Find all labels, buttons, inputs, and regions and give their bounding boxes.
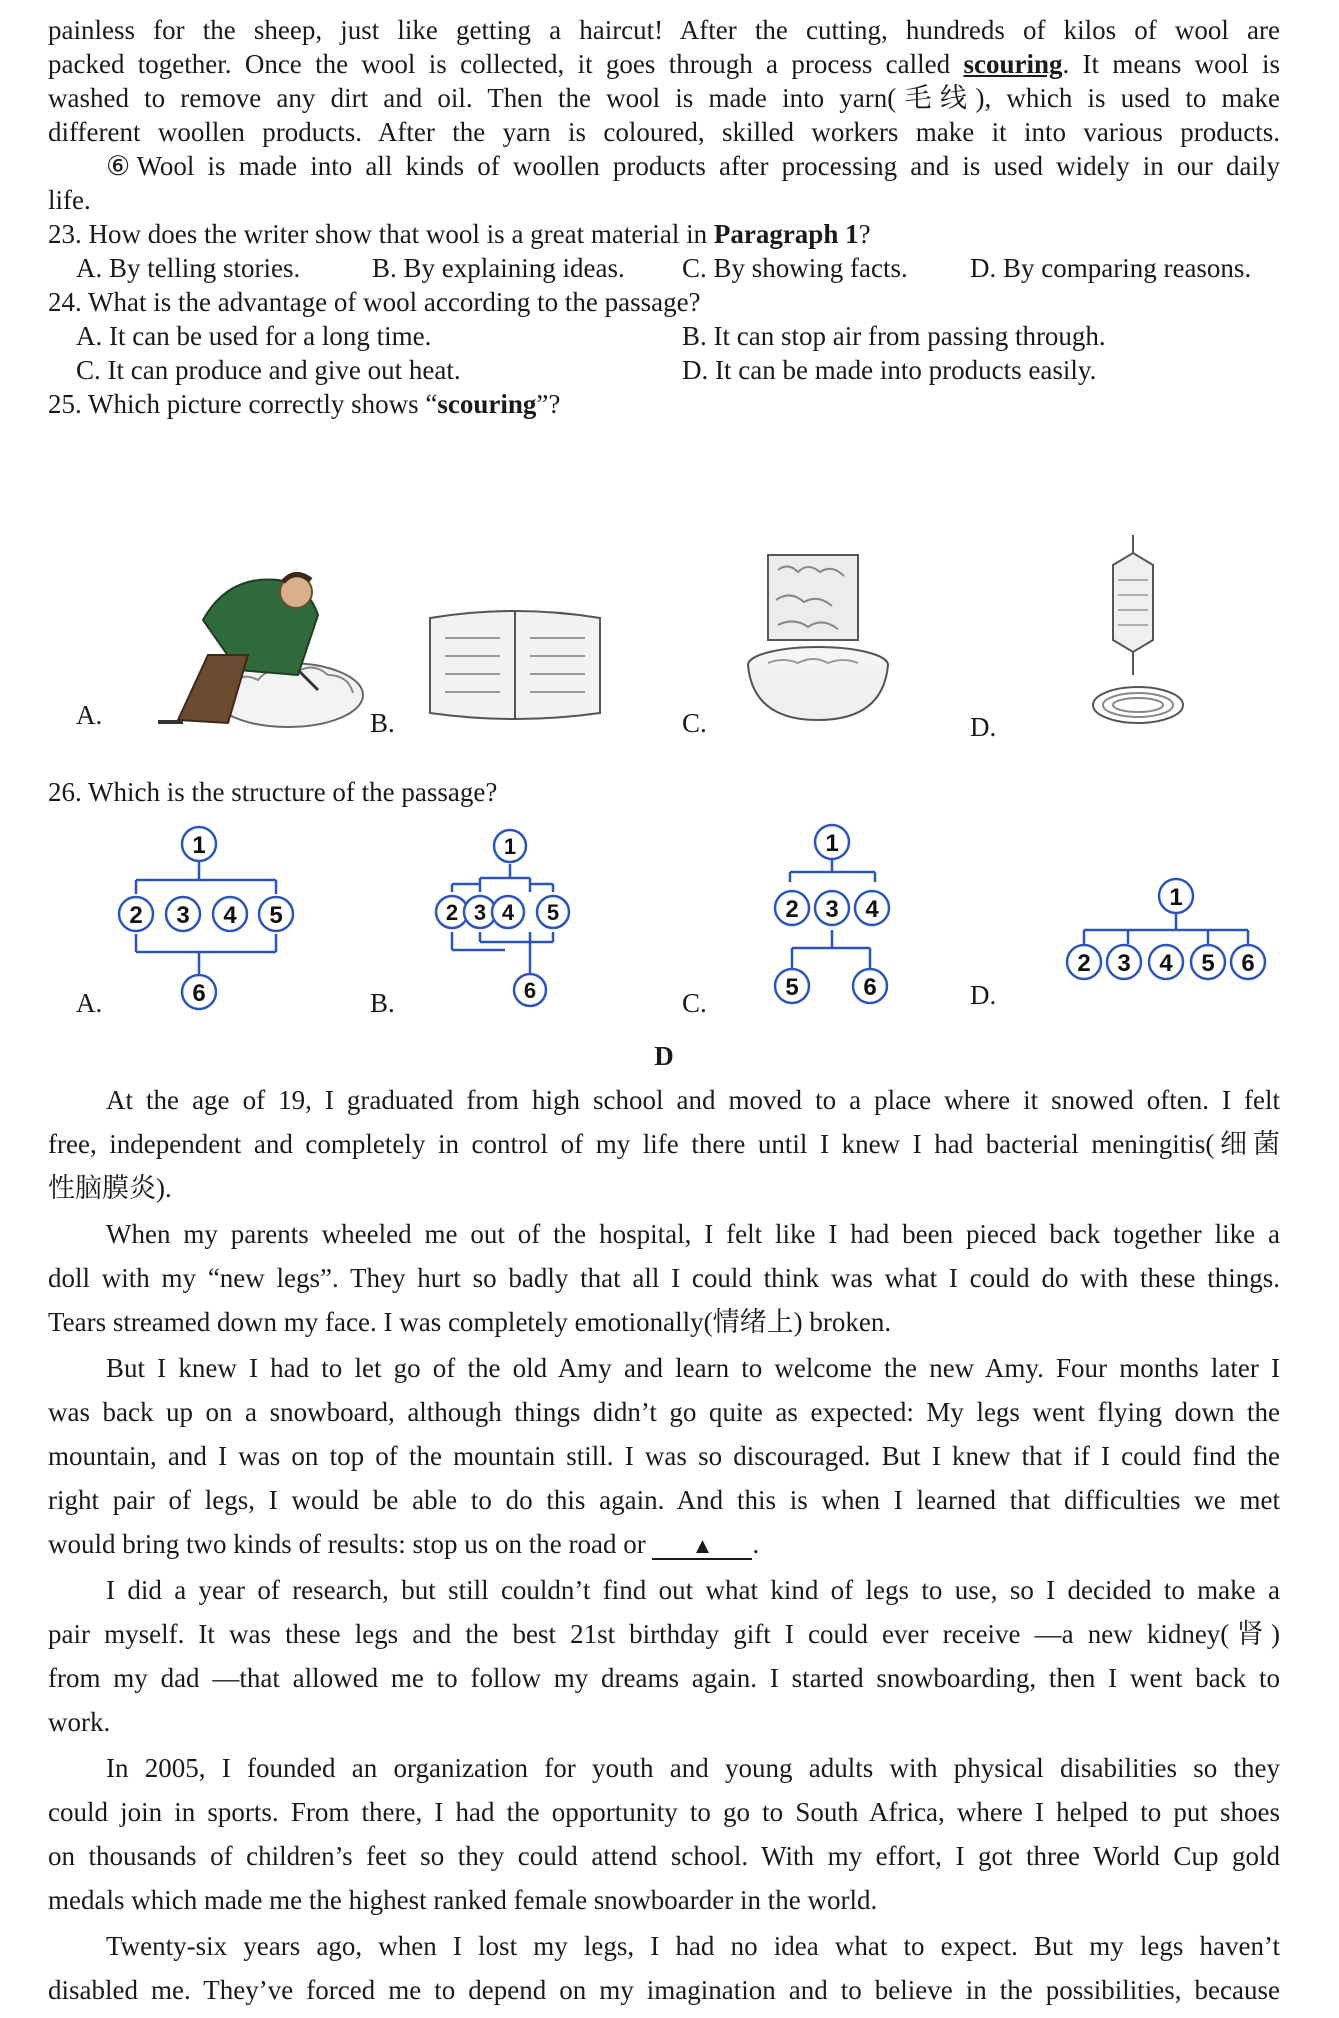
passage-c-line: different woollen products. After the yarn is coloured, skilled workers make it into various products.	[48, 117, 1280, 147]
passage-c-line: ⑥Wool is made into all kinds of woollen products after processing and is used widely in our daily	[106, 151, 1280, 181]
structure-diagram-b	[420, 822, 650, 1018]
passage-c-line: life.	[48, 185, 91, 215]
svg-text:1: 1	[192, 832, 206, 859]
passage-d-p3-line: right pair of legs, I would be able to do this again. And this is when I learned that difficulties we met	[48, 1485, 1280, 1515]
svg-text:2: 2	[1077, 950, 1091, 977]
passage-d-p4-line: work.	[48, 1707, 111, 1737]
passage-d-p2-line: Tears streamed down my face. I was completely emotionally(情绪上) broken.	[48, 1307, 892, 1337]
passage-d-p6-line: Twenty-six years ago, when I lost my legs, I had no idea what to expect. But my legs haven’t	[106, 1931, 1280, 1961]
answer-blank: ▲	[652, 1534, 752, 1560]
passage-c-line: washed to remove any dirt and oil. Then the wool is made into yarn(毛线), which is used to make	[48, 83, 1280, 113]
q25-label-d: D.	[970, 712, 997, 742]
svg-text:1: 1	[503, 834, 517, 859]
svg-text:6: 6	[192, 980, 206, 1007]
q24-option-a: A. It can be used for a long time.	[76, 321, 432, 351]
shearing-picture	[118, 560, 378, 735]
svg-text:4: 4	[223, 902, 237, 929]
passage-d-p2-line: doll with my “new legs”. They hurt so badly that all I could think was what I could do with these things.	[48, 1263, 1280, 1293]
question-25-stem: 25. Which picture correctly shows “scouring”?	[48, 389, 561, 419]
svg-text:1: 1	[825, 830, 839, 857]
passage-c-line: painless for the sheep, just like getting a haircut! After the cutting, hundreds of kilos of wool are	[48, 15, 1280, 45]
q26-label-b: B.	[370, 988, 395, 1018]
question-23-stem: 23. How does the writer show that wool is a great material in Paragraph 1?	[48, 219, 871, 249]
q26-label-d: D.	[970, 980, 997, 1010]
svg-text:4: 4	[865, 896, 879, 923]
passage-d-p5-line: could join in sports. From there, I had the opportunity to go to South Africa, where I helped to put shoes	[48, 1797, 1280, 1827]
structure-diagram-a	[106, 822, 356, 1018]
q23-option-a: A. By telling stories.	[76, 253, 301, 283]
structure-diagram-d	[1008, 872, 1278, 1002]
passage-d-p1-line: free, independent and completely in control of my life there until I knew I had bacterial meningitis(细菌	[48, 1129, 1280, 1159]
question-26-stem: 26. Which is the structure of the passage?	[48, 777, 498, 807]
question-24-stem: 24. What is the advantage of wool according to the passage?	[48, 287, 701, 317]
washing-wool-picture	[738, 545, 898, 730]
svg-text:5: 5	[1201, 950, 1215, 977]
svg-text:1: 1	[1169, 884, 1183, 911]
q26-label-a: A.	[76, 988, 103, 1018]
svg-text:4: 4	[1159, 950, 1173, 977]
svg-text:5: 5	[785, 974, 799, 1001]
passage-d-p3-line: was back up on a snowboard, although things didn’t go quite as expected: My legs went flying down the	[48, 1397, 1280, 1427]
svg-text:6: 6	[1241, 950, 1255, 977]
svg-text:5: 5	[546, 900, 560, 925]
scouring-term: scouring	[963, 49, 1063, 79]
passage-d-p5-line: In 2005, I founded an organization for youth and young adults with physical disabilities so they	[106, 1753, 1280, 1783]
passage-d-p4-line: pair myself. It was these legs and the best 21st birthday gift I could ever receive —a new kidney(肾)	[48, 1619, 1280, 1649]
svg-text:3: 3	[176, 902, 190, 929]
svg-text:4: 4	[501, 900, 515, 925]
passage-d-p1-line: At the age of 19, I graduated from high school and moved to a place where it snowed often. I felt	[106, 1085, 1280, 1115]
svg-text:6: 6	[863, 974, 877, 1001]
passage-d-heading: D	[654, 1041, 674, 1071]
q25-label-b: B.	[370, 708, 395, 738]
passage-c-line: packed together. Once the wool is collected, it goes through a process called scouring. It means wool is	[48, 49, 1280, 79]
q23-option-c: C. By showing facts.	[682, 253, 908, 283]
passage-d-p6-line: disabled me. They’ve forced me to depend on my imagination and to believe in the possibilities, because	[48, 1975, 1280, 2005]
passage-d-p4-line: from my dad —that allowed me to follow my dreams again. I started snowboarding, then I went back to	[48, 1663, 1280, 1693]
passage-d-p5-line: on thousands of children’s feet so they could attend school. With my effort, I got three World Cup gold	[48, 1841, 1280, 1871]
svg-text:2: 2	[129, 902, 143, 929]
passage-d-p1-line: 性脑膜炎).	[48, 1173, 172, 1203]
passage-d-p3-line: But I knew I had to let go of the old Amy and learn to welcome the new Amy. Four months later I	[106, 1353, 1280, 1383]
wool-bales-picture	[420, 598, 610, 728]
q25-label-c: C.	[682, 708, 707, 738]
q24-option-c: C. It can produce and give out heat.	[76, 355, 461, 385]
passage-d-p3-line: mountain, and I was on top of the mountain still. I was so discouraged. But I knew that if I could find the	[48, 1441, 1280, 1471]
q24-option-d: D. It can be made into products easily.	[682, 355, 1097, 385]
q24-option-b: B. It can stop air from passing through.	[682, 321, 1106, 351]
yarn-picture	[1068, 535, 1228, 735]
svg-text:2: 2	[445, 900, 459, 925]
passage-d-p5-line: medals which made me the highest ranked female snowboarder in the world.	[48, 1885, 878, 1915]
svg-text:3: 3	[1117, 950, 1131, 977]
q26-label-c: C.	[682, 988, 707, 1018]
svg-text:2: 2	[785, 896, 799, 923]
passage-d-p2-line: When my parents wheeled me out of the hospital, I felt like I had been pieced back together like a	[106, 1219, 1280, 1249]
q23-option-b: B. By explaining ideas.	[372, 253, 625, 283]
q25-label-a: A.	[76, 700, 103, 730]
passage-d-p3-line: would bring two kinds of results: stop us on the road or ▲ .	[48, 1529, 760, 1559]
svg-text:3: 3	[473, 900, 487, 925]
svg-text:3: 3	[825, 896, 839, 923]
passage-d-p4-line: I did a year of research, but still couldn’t find out what kind of legs to use, so I decided to make a	[106, 1575, 1280, 1605]
svg-text:5: 5	[269, 902, 283, 929]
q23-option-d: D. By comparing reasons.	[970, 253, 1252, 283]
svg-text:6: 6	[523, 978, 537, 1003]
structure-diagram-c	[720, 820, 920, 1018]
